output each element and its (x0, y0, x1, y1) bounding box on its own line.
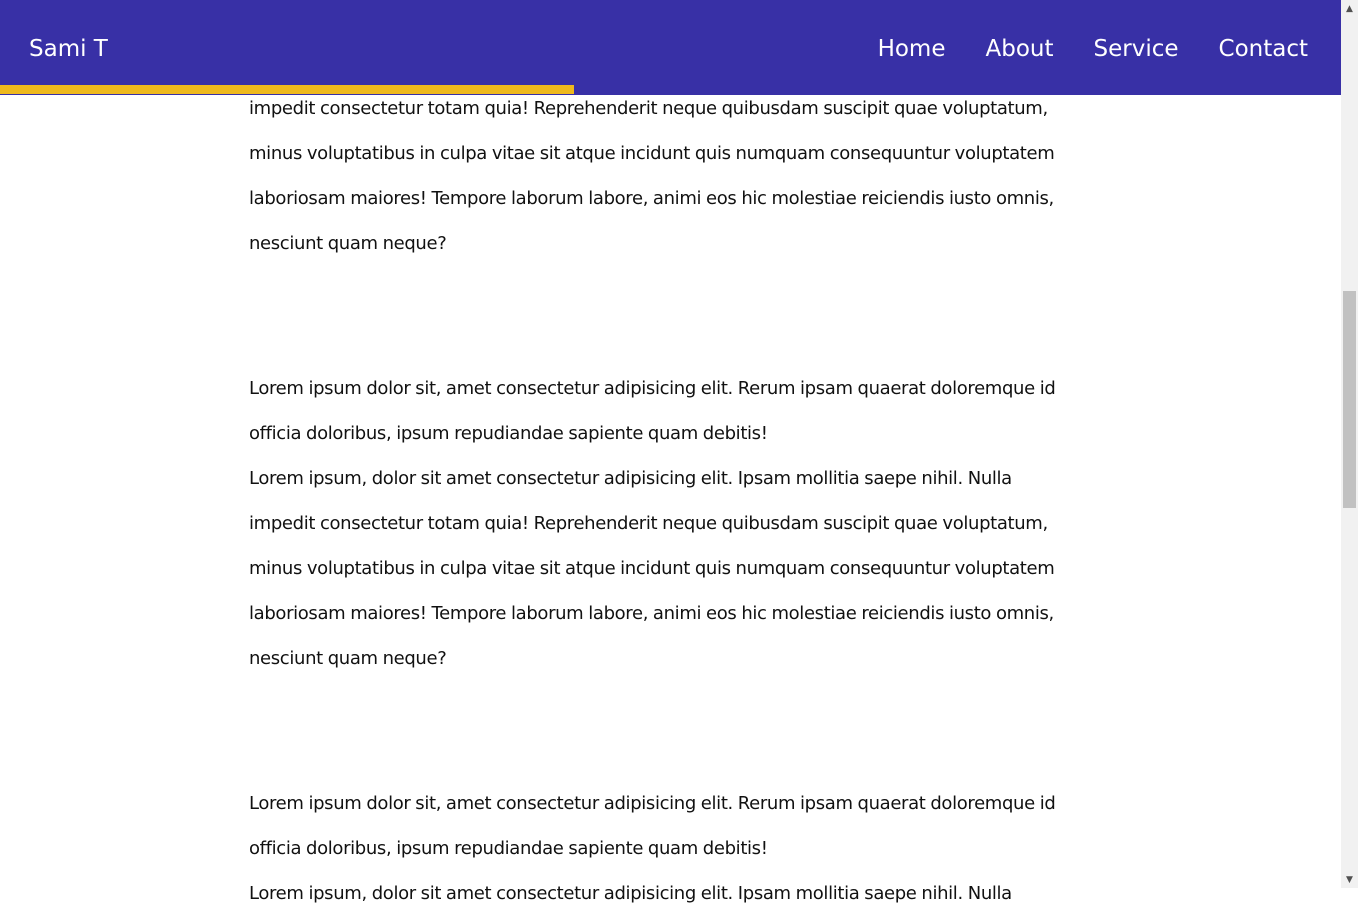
text-line: nesciunt quam neque? (249, 648, 447, 669)
text-line: nesciunt quam neque? (249, 233, 447, 254)
text-line: minus voluptatibus in culpa vitae sit atque incidunt quis numquam consequuntur voluptatem (249, 143, 1055, 164)
vertical-scrollbar[interactable] (1341, 0, 1358, 888)
brand-logo[interactable]: Sami T (29, 36, 108, 62)
paragraph (249, 366, 1079, 681)
section-spacer (249, 266, 1079, 366)
text-line: officia doloribus, ipsum repudiandae sapiente quam debitis! (249, 838, 768, 859)
nav-link-about[interactable]: About (985, 36, 1054, 62)
text-line: impedit consectetur totam quia! Reprehenderit neque quibusdam suscipit quae voluptatum, (249, 513, 1048, 534)
paragraph (249, 86, 1079, 266)
scroll-down-arrow-icon[interactable]: ▼ (1346, 874, 1353, 885)
text-line: Lorem ipsum dolor sit, amet consectetur adipisicing elit. Rerum ipsam quaerat doloremque id (249, 793, 1056, 814)
text-line: Lorem ipsum, dolor sit amet consectetur adipisicing elit. Ipsam mollitia saepe nihil. Nulla (249, 468, 1012, 489)
text-line: impedit consectetur totam quia! Reprehenderit neque quibusdam suscipit quae voluptatum, (249, 98, 1048, 119)
nav-link-contact[interactable]: Contact (1218, 36, 1308, 62)
paragraph (249, 781, 1079, 916)
text-line: officia doloribus, ipsum repudiandae sapiente quam debitis! (249, 423, 768, 444)
scroll-progress-bar (0, 85, 574, 94)
scroll-up-arrow-icon[interactable]: ▲ (1346, 3, 1353, 14)
section-spacer (249, 681, 1079, 781)
text-line: laboriosam maiores! Tempore laborum labore, animi eos hic molestiae reiciendis iusto omnis, (249, 603, 1054, 624)
nav-link-home[interactable]: Home (877, 36, 946, 62)
navbar (0, 0, 1341, 95)
text-line: Lorem ipsum dolor sit, amet consectetur adipisicing elit. Rerum ipsam quaerat doloremque id (249, 378, 1056, 399)
text-line: Lorem ipsum, dolor sit amet consectetur adipisicing elit. Ipsam mollitia saepe nihil. Nulla (249, 883, 1012, 904)
nav-link-service[interactable]: Service (1093, 36, 1179, 62)
scrollbar-thumb[interactable] (1343, 291, 1356, 508)
main-content (249, 86, 1079, 916)
text-line: laboriosam maiores! Tempore laborum labore, animi eos hic molestiae reiciendis iusto omnis, (249, 188, 1054, 209)
text-line: minus voluptatibus in culpa vitae sit atque incidunt quis numquam consequuntur voluptatem (249, 558, 1055, 579)
nav-links (878, 33, 1308, 65)
